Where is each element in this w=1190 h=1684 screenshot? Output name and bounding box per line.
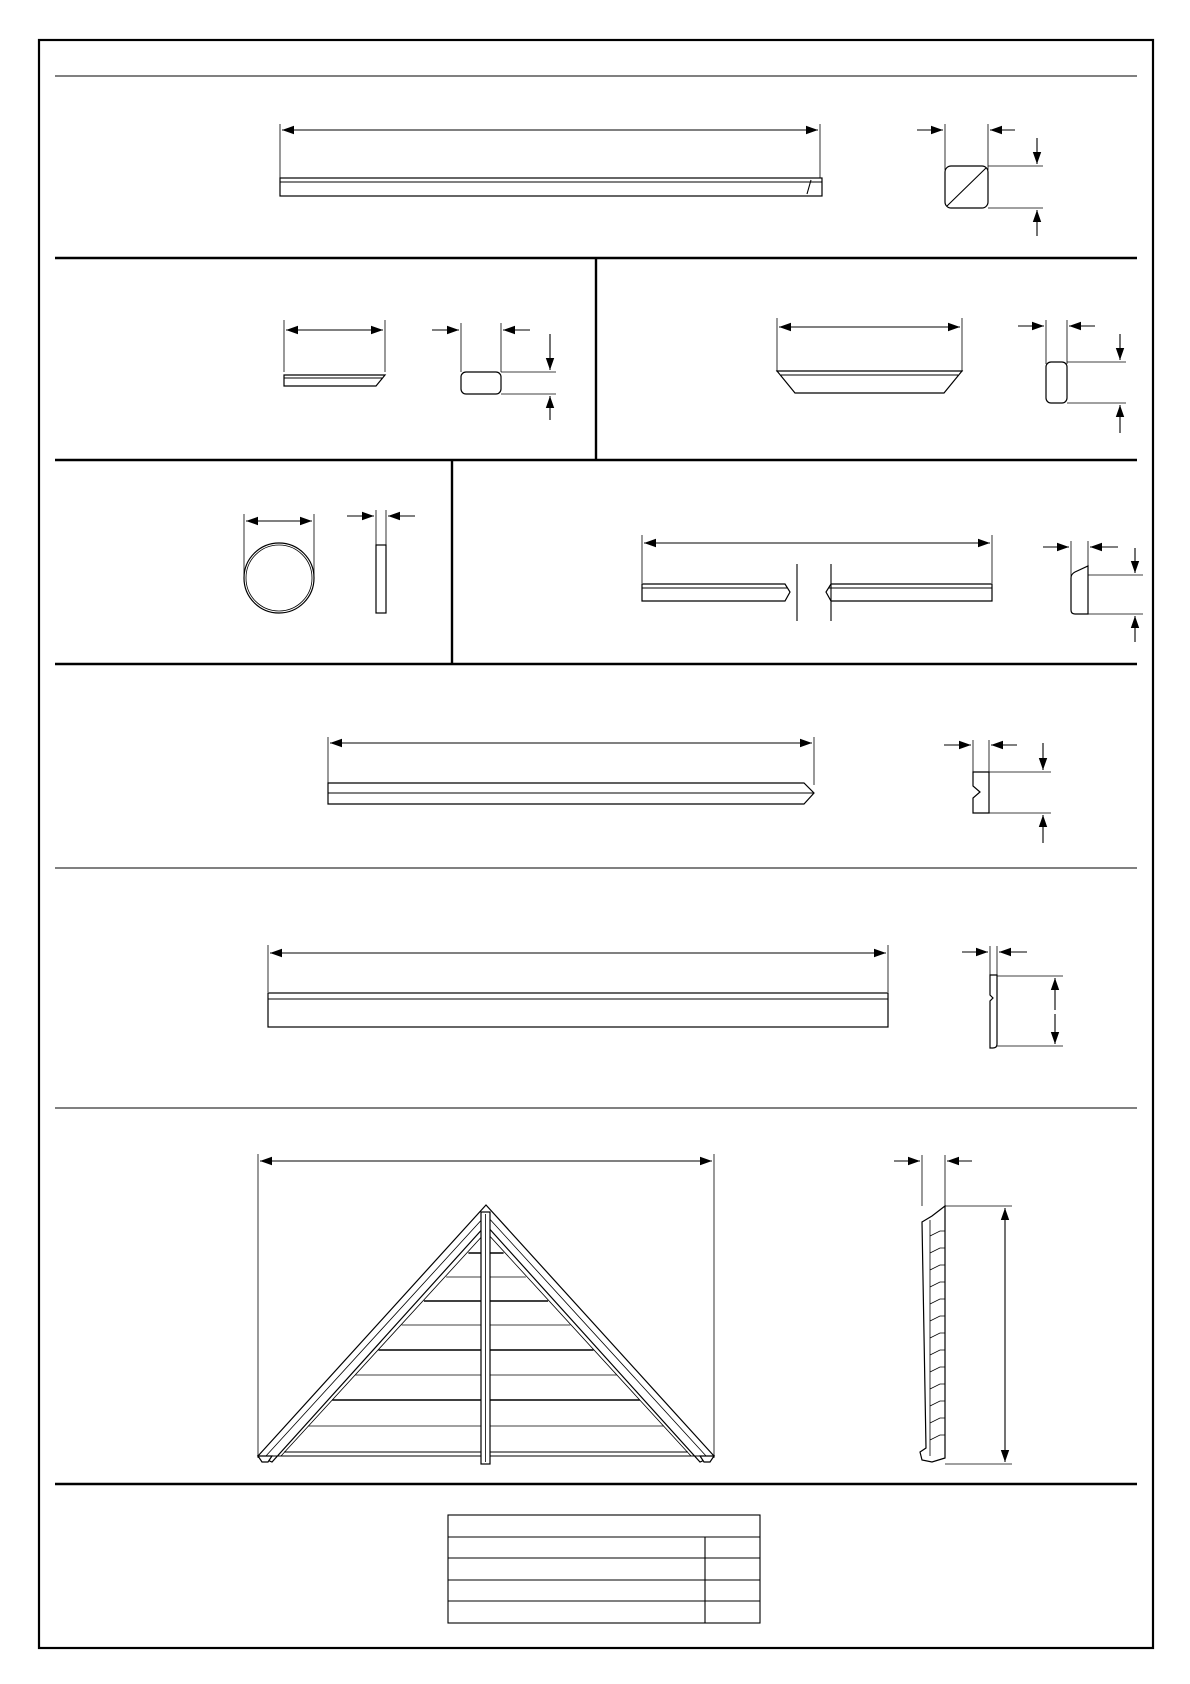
panel-1-length-view [280,124,822,196]
gable-vent-front-view [258,1154,714,1464]
panel-2b-length-view [777,318,962,393]
gable-vent-side-view [894,1155,1012,1464]
panel-2b [777,318,1126,433]
panel-2a-length-view [284,320,385,386]
round-profile [244,543,314,613]
panel-3a [244,510,415,613]
panel-1 [280,124,1043,236]
panel-6 [258,1154,1012,1464]
panel-2b-section-view [1018,320,1126,433]
panel-5 [268,945,1063,1048]
strip-left [642,584,790,601]
panel-3b-length-view [642,535,992,621]
bevel-profile [1071,566,1088,614]
vent-side-profile [920,1206,945,1462]
panel-2a-section-view [432,323,556,420]
panel-4-section-view [944,740,1051,843]
notched-profile [973,772,989,813]
rail-profile [280,178,822,196]
panel-3b [642,535,1143,642]
tall-profile [1046,362,1067,403]
board [268,993,888,1027]
sill-profile [777,371,962,393]
strip-right [826,584,992,601]
panel-4-length-view [328,737,814,804]
panel-5-length-view [268,945,888,1027]
panel-3a-strip-view [347,510,415,613]
panel-4 [328,737,1051,843]
panel-2a [284,320,556,420]
title-block [448,1515,760,1623]
panel-5-section-view [962,946,1063,1048]
panel-3a-circle-view [244,514,314,613]
thin-strip [376,545,386,613]
rebated-profile [990,975,997,1048]
flat-profile [461,372,501,394]
title-block-frame [448,1515,760,1623]
panel-3b-section-view [1043,541,1143,642]
panel-1-section-view [917,124,1043,236]
